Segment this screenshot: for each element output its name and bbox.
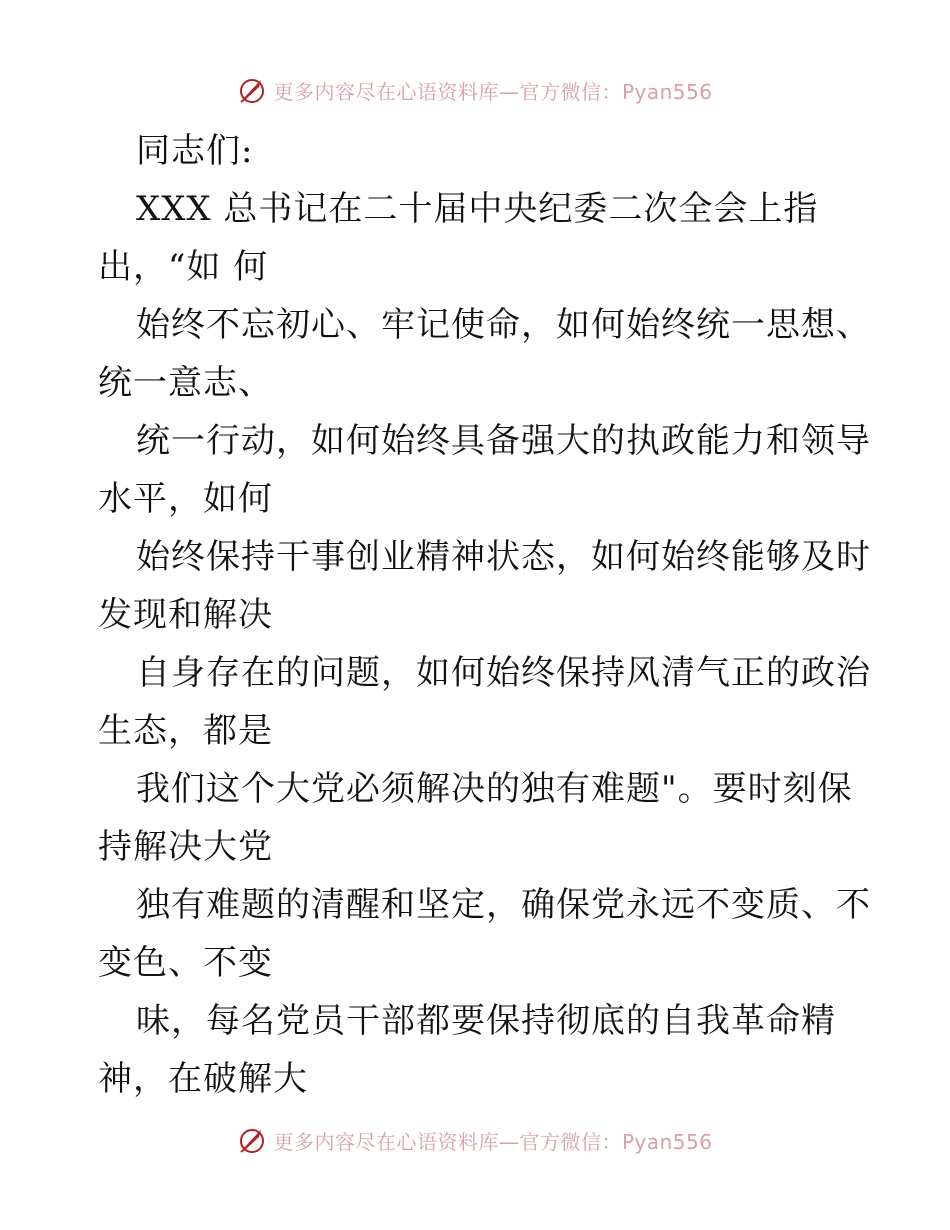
text-line: 我们这个大党必须解决的独有难题"。要时刻保 bbox=[136, 769, 853, 809]
footer-banner bbox=[0, 1120, 950, 1160]
text-line: 变色、不变 bbox=[98, 943, 273, 983]
quill-pen-logo-icon bbox=[237, 1125, 267, 1155]
header-banner bbox=[0, 70, 950, 110]
text-line: 水平，如何 bbox=[98, 479, 273, 519]
text-line: 生态，都是 bbox=[98, 711, 273, 751]
quill-pen-logo-icon bbox=[237, 75, 267, 105]
text-line: 味，每名党员干部都要保持彻底的自我革命精 bbox=[136, 1001, 836, 1041]
text-line: 出，“如 何 bbox=[98, 247, 269, 287]
footer-banner-text: 更多内容尽在心语资料库—官方微信：Pyan556 bbox=[273, 1129, 713, 1154]
text-line: 发现和解决 bbox=[98, 595, 273, 635]
text-line: 统一意志、 bbox=[98, 363, 273, 403]
document-body bbox=[98, 122, 878, 1108]
text-line: 持解决大党 bbox=[98, 827, 273, 867]
text-line: 同志们: bbox=[136, 131, 254, 171]
text-line: 始终保持干事创业精神状态，如何始终能够及时 bbox=[136, 537, 871, 577]
text-line: XXX 总书记在二十届中央纪委二次全会上指 bbox=[136, 189, 819, 229]
header-banner-text: 更多内容尽在心语资料库—官方微信：Pyan556 bbox=[273, 79, 713, 104]
text-line: 自身存在的问题，如何始终保持风清气正的政治 bbox=[136, 653, 871, 693]
text-line: 统一行动，如何始终具备强大的执政能力和领导 bbox=[136, 421, 871, 461]
text-line: 独有难题的清醒和坚定，确保党永远不变质、不 bbox=[136, 885, 871, 925]
text-line: 始终不忘初心、牢记使命，如何始终统一思想、 bbox=[136, 305, 871, 345]
text-line: 神，在破解大 bbox=[98, 1059, 308, 1099]
